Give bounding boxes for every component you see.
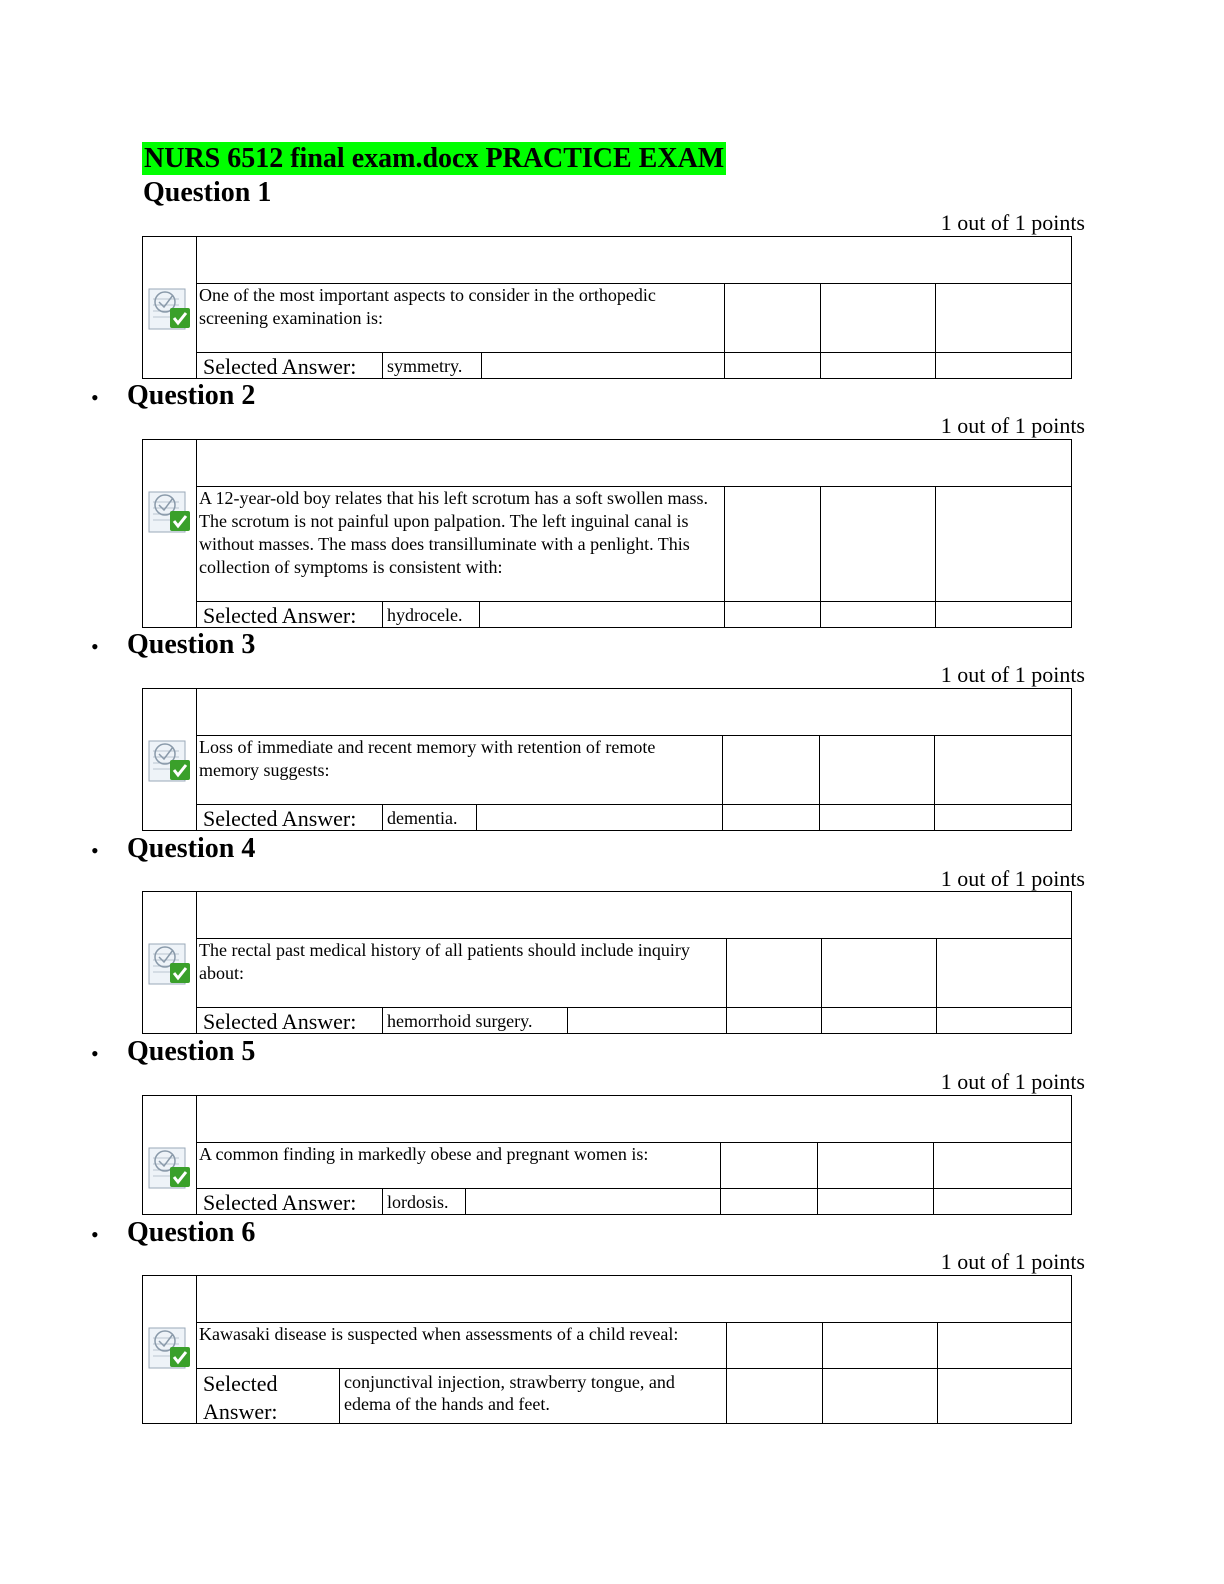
question-4-selected-label: Selected Answer: xyxy=(203,1009,357,1034)
question-4-selected-answer: hemorrhoid surgery. xyxy=(387,1011,533,1031)
question-4-text: The rectal past medical history of all patients should include inquiry about: xyxy=(199,940,690,983)
question-6-selected-answer: conjunctival injection, strawberry tongue, and edema of the hands and feet. xyxy=(344,1372,675,1414)
question-5-bullet: • xyxy=(91,1041,99,1066)
question-5-table xyxy=(142,1095,1072,1215)
correct-answer-check-icon xyxy=(145,488,193,536)
question-6-bullet: • xyxy=(91,1222,99,1247)
question-5-selected-label: Selected Answer: xyxy=(203,1190,357,1215)
question-3-points: 1 out of 1 points xyxy=(940,662,1085,687)
question-6-heading: Question 6 xyxy=(127,1217,256,1248)
question-4-heading: Question 4 xyxy=(127,833,256,864)
question-3-text: Loss of immediate and recent memory with retention of remote memory suggests: xyxy=(199,737,656,780)
correct-answer-check-icon xyxy=(145,940,193,988)
question-3-answer-box xyxy=(382,804,477,831)
question-6-answer-box xyxy=(339,1368,727,1423)
question-2-text: A 12-year-old boy relates that his left scrotum has a soft swollen mass. The scrotum is not painful upon palpation. The left inguinal canal is without masses. The mass does transilluminate with a penlight. This collection of symptoms is consistent with: xyxy=(199,488,709,577)
question-6-text: Kawasaki disease is suspected when assessments of a child reveal: xyxy=(199,1324,679,1344)
question-1-points: 1 out of 1 points xyxy=(940,210,1085,235)
question-3-table xyxy=(142,688,1072,831)
question-6-selected-label: Selected Answer: xyxy=(203,1371,278,1424)
question-2-points: 1 out of 1 points xyxy=(940,413,1085,438)
question-4-table xyxy=(142,891,1072,1034)
question-3-selected-label: Selected Answer: xyxy=(203,806,357,831)
correct-answer-check-icon xyxy=(145,285,193,333)
question-5-points: 1 out of 1 points xyxy=(940,1069,1085,1094)
question-4-points: 1 out of 1 points xyxy=(940,866,1085,891)
question-3-heading: Question 3 xyxy=(127,629,256,660)
question-2-table xyxy=(142,439,1072,628)
question-4-answer-box xyxy=(382,1007,568,1034)
question-1-table xyxy=(142,236,1072,379)
question-2-answer-box xyxy=(382,601,480,628)
question-3-bullet: • xyxy=(91,634,99,659)
correct-answer-check-icon xyxy=(145,737,193,785)
question-1-answer-box xyxy=(382,352,482,379)
question-1-selected-answer: symmetry. xyxy=(387,356,463,376)
question-1-selected-label: Selected Answer: xyxy=(203,354,357,379)
question-5-heading: Question 5 xyxy=(127,1036,256,1067)
question-6-points: 1 out of 1 points xyxy=(940,1249,1085,1274)
question-2-selected-label: Selected Answer: xyxy=(203,603,357,628)
question-6-table xyxy=(142,1275,1072,1424)
question-1-text: One of the most important aspects to consider in the orthopedic screening examination is: xyxy=(199,285,656,328)
question-2-selected-answer: hydrocele. xyxy=(387,605,463,625)
question-2-bullet: • xyxy=(91,385,99,410)
question-1-heading: Question 1 xyxy=(143,177,272,208)
document-title: NURS 6512 final exam.docx PRACTICE EXAM xyxy=(144,143,725,174)
question-2-heading: Question 2 xyxy=(127,380,256,411)
correct-answer-check-icon xyxy=(145,1144,193,1192)
question-5-answer-box xyxy=(382,1188,466,1215)
correct-answer-check-icon xyxy=(145,1324,193,1372)
question-5-text: A common finding in markedly obese and pregnant women is: xyxy=(199,1144,649,1164)
question-4-bullet: • xyxy=(91,838,99,863)
question-5-selected-answer: lordosis. xyxy=(387,1192,449,1212)
question-3-selected-answer: dementia. xyxy=(387,808,458,828)
